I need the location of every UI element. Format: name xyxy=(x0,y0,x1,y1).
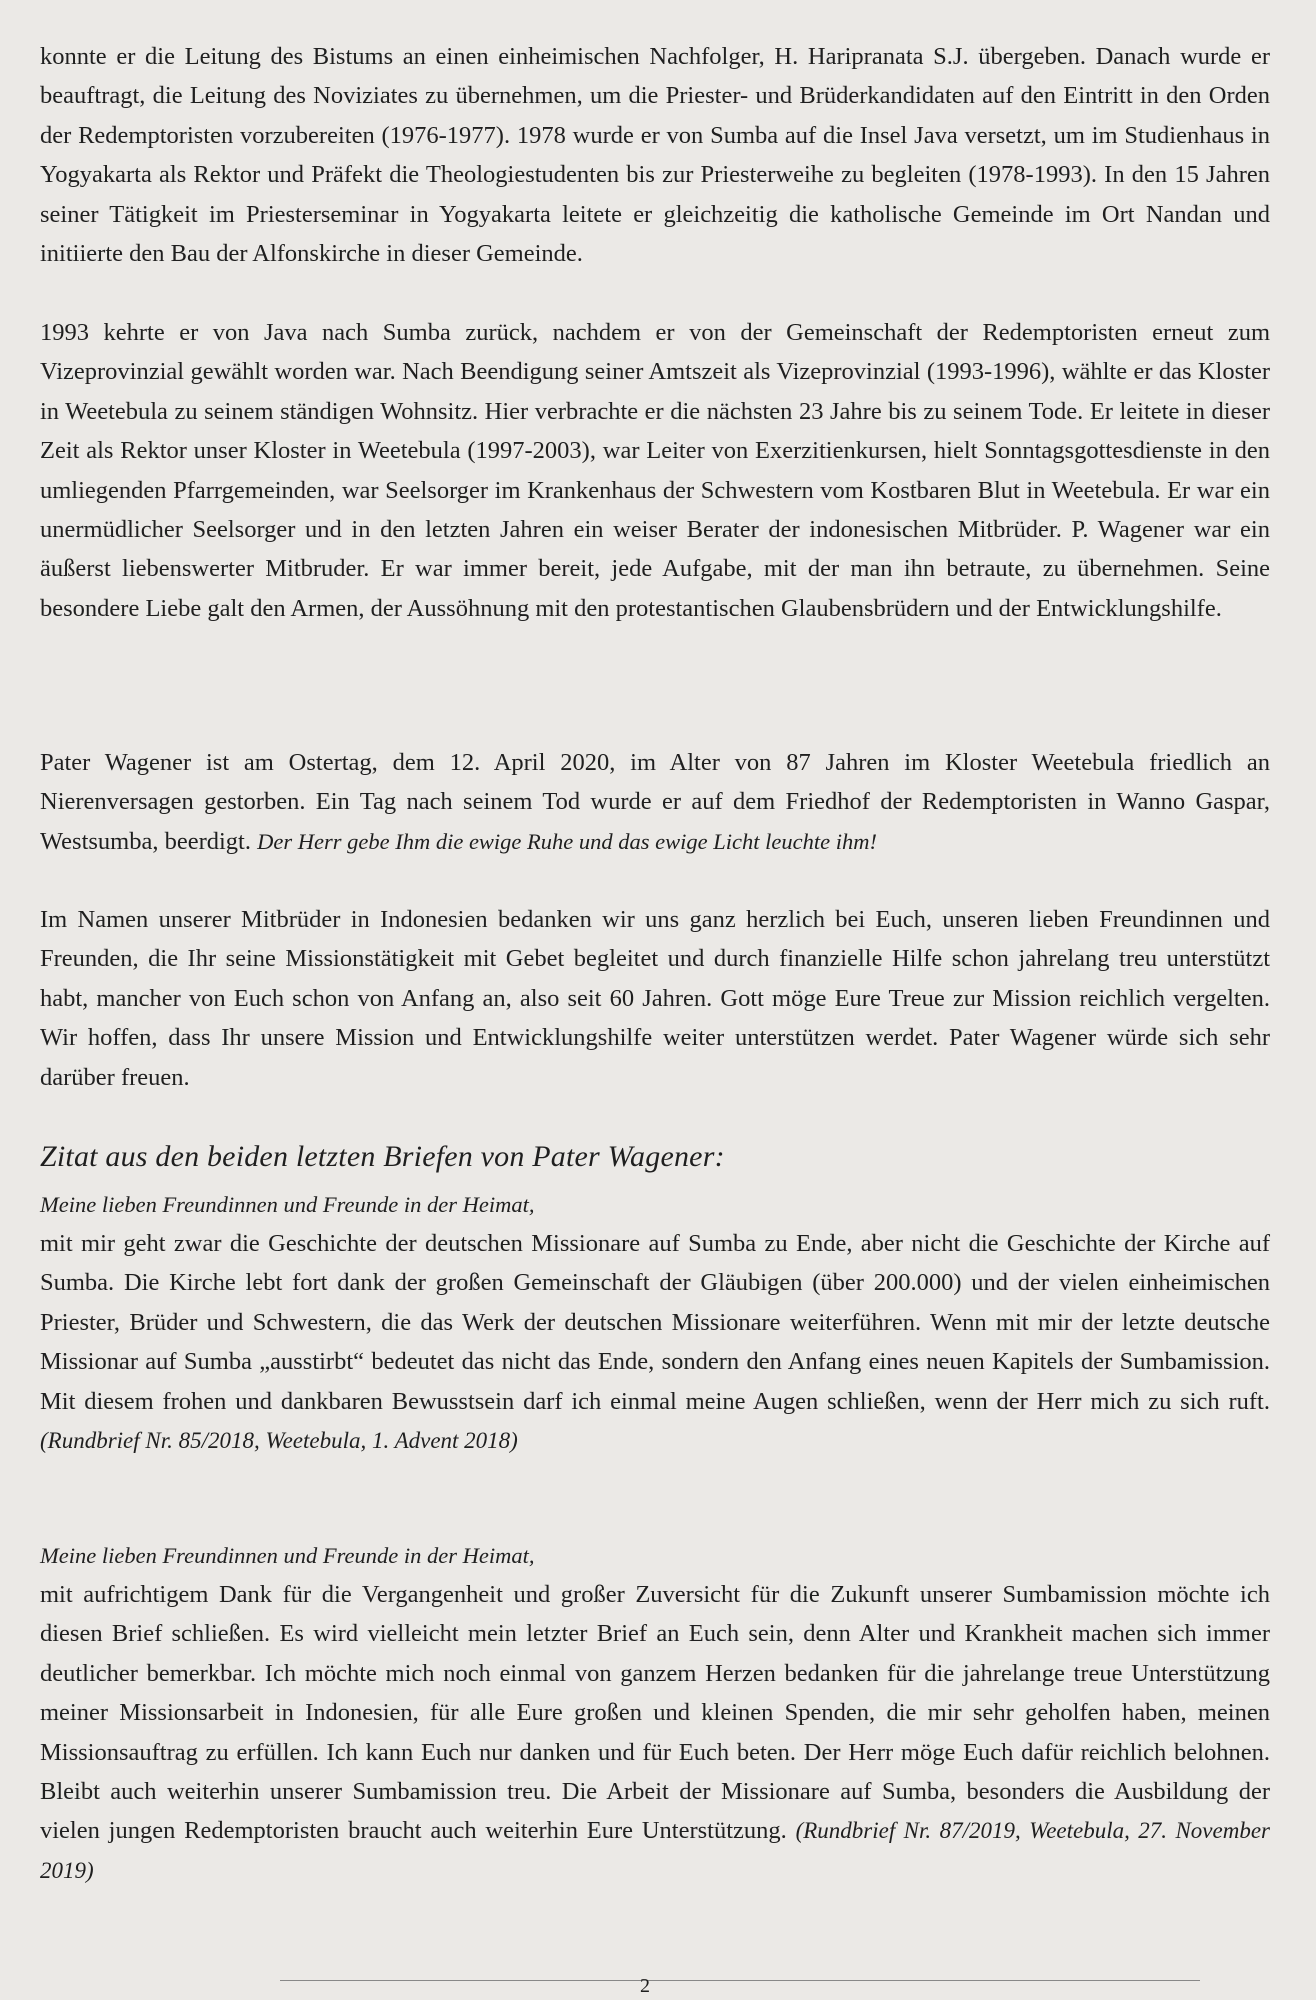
paragraph-1-text: konnte er die Leitung des Bistums an einen einheimischen Nachfolger, H. Haripranata S.J. übergeben. Danach wurde er beauftragt, die Leitung des Noviziates zu übernehmen, um die Priester- und Brüderkandidaten auf den Eintritt in den Orden der Redemptoristen vorzubereiten (1976-1977). 1978 wurde er von Sumba auf die Insel Java versetzt, um im Studienhaus in Yogyakarta als Rektor und Präfekt die Theologiestudenten bis zur Priesterweihe zu begleiten (1978-1993). In den 15 Jahren seiner Tätigkeit im Priesterseminar in Yogyakarta leitete er gleichzeitig die katholische Gemeinde im Ort Nandan und initiierte den Bau der Alfonskirche in dieser Gemeinde. xyxy=(40,43,1270,268)
paragraph-3 xyxy=(40,743,1270,861)
letter-1 xyxy=(40,1186,1270,1460)
letter-2-body xyxy=(40,1575,1270,1890)
footer-rule xyxy=(280,1980,1200,1981)
letter-1-body xyxy=(40,1224,1270,1460)
letter-1-source: (Rundbrief Nr. 85/2018, Weetebula, 1. Advent 2018) xyxy=(40,1428,518,1454)
paragraph-2 xyxy=(40,313,1270,628)
paragraph-2-text: 1993 kehrte er von Java nach Sumba zurück, nachdem er von der Gemeinschaft der Redemptoristen erneut zum Vizeprovinzial gewählt worden war. Nach Beendigung seiner Amtszeit als Vizeprovinzial (1993-1996), wählte er das Kloster in Weetebula zu seinem ständigen Wohnsitz. Hier verbrachte er die nächsten 23 Jahre bis zu seinem Tode. Er leitete in dieser Zeit als Rektor unser Kloster in Weetebula (1997-2003), war Leiter von Exerzitienkursen, hielt Sonntagsgottesdienste in den umliegenden Pfarrgemeinden, war Seelsorger im Krankenhaus der Schwestern vom Kostbaren Blut in Weetebula. Er war ein unermüdlicher Seelsorger und in den letzten Jahren ein weiser Berater der indonesischen Mitbrüder. P. Wagener war ein äußerst liebenswerter Mitbruder. Er war immer bereit, jede Aufgabe, mit der man ihn betraute, zu übernehmen. Seine besondere Liebe galt den Armen, der Aussöhnung mit den protestantischen Glaubensbrüdern und der Entwicklungshilfe. xyxy=(40,319,1270,622)
paragraph-1 xyxy=(40,37,1270,273)
letter-2-source: (Rundbrief Nr. 87/2019, Weetebula, 27. November 2019) xyxy=(40,1818,1270,1883)
section-heading: Zitat aus den beiden letzten Briefen von Pater Wagener: xyxy=(40,1140,725,1173)
page-number: 2 xyxy=(640,1975,650,1997)
letter-1-greeting: Meine lieben Freundinnen und Freunde in der Heimat, xyxy=(40,1192,535,1217)
paragraph-3-main: Pater Wagener ist am Ostertag, dem 12. April 2020, im Alter von 87 Jahren im Kloster Weetebula friedlich an Nierenversagen gestorben. Ein Tag nach seinem Tod wurde er auf dem Friedhof der Redemptoristen in Wanno Gaspar, Westsumba, beerdigt. xyxy=(40,749,1270,855)
paragraph-4-text: Im Namen unserer Mitbrüder in Indonesien bedanken wir uns ganz herzlich bei Euch, unseren lieben Freundinnen und Freunden, die Ihr seine Missionstätigkeit mit Gebet begleitet und durch finanzielle Hilfe schon jahrelang treu unterstützt habt, mancher von Euch schon von Anfang an, also seit 60 Jahren. Gott möge Eure Treue zur Mission reichlich vergelten. Wir hoffen, dass Ihr unsere Mission und Entwicklungshilfe weiter unterstützen werdet. Pater Wagener würde sich sehr darüber freuen. xyxy=(40,906,1270,1091)
paragraph-3-blessing: Der Herr gebe Ihm die ewige Ruhe und das ewige Licht leuchte ihm! xyxy=(257,828,877,854)
quote-section-title xyxy=(40,1137,1270,1177)
letter-2-text: mit aufrichtigem Dank für die Vergangenheit und großer Zuversicht für die Zukunft unserer Sumbamission möchte ich diesen Brief schließen. Es wird vielleicht mein letzter Brief an Euch sein, denn Alter und Krankheit machen sich immer deutlicher bemerkbar. Ich möchte mich noch einmal von ganzem Herzen bedanken für die jahrelange treue Unterstützung meiner Missionsarbeit in Indonesien, für alle Eure großen und kleinen Spenden, die mir sehr geholfen haben, meinen Missionsauftrag zu erfüllen. Ich kann Euch nur danken und für Euch beten. Der Herr möge Euch dafür reichlich belohnen. Bleibt auch weiterhin unserer Sumbamission treu. Die Arbeit der Missionare auf Sumba, besonders die Ausbildung der vielen jungen Redemptoristen braucht auch weiterhin Eure Unterstützung. xyxy=(40,1581,1270,1845)
paragraph-3-text xyxy=(40,743,1270,861)
letter-1-text: mit mir geht zwar die Geschichte der deutschen Missionare auf Sumba zu Ende, aber nicht die Geschichte der Kirche auf Sumba. Die Kirche lebt fort dank der großen Gemeinschaft der Gläubigen (über 200.000) und der vielen einheimischen Priester, Brüder und Schwestern, die das Werk der deutschen Missionare weiterführen. Wenn mit mir der letzte deutsche Missionar auf Sumba „ausstirbt“ bedeutet das nicht das Ende, sondern den Anfang eines neuen Kapitels der Sumbamission. Mit diesem frohen und dankbaren Bewusstsein darf ich einmal meine Augen schließen, wenn der Herr mich zu sich ruft. xyxy=(40,1230,1270,1415)
paragraph-4 xyxy=(40,900,1270,1097)
letter-2 xyxy=(40,1537,1270,1890)
letter-2-greeting: Meine lieben Freundinnen und Freunde in der Heimat, xyxy=(40,1543,535,1568)
